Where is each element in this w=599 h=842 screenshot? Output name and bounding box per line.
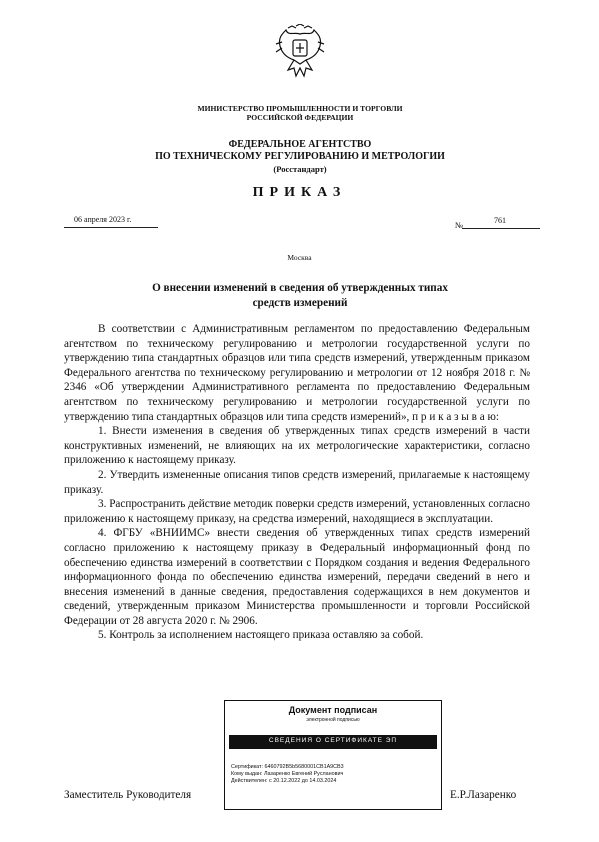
title-line-1: О внесении изменений в сведения об утвержденных типах (152, 282, 448, 294)
stamp-validity: Действителен: с 20.12.2022 до 14.03.2024 (231, 778, 337, 784)
date-underline (64, 227, 158, 228)
stamp-bar-text: СВЕДЕНИЯ О СЕРТИФИКАТЕ ЭП (268, 737, 398, 744)
ministry-name (150, 104, 450, 122)
paragraph-item-3: 3. Распространить действие методик поверки средств измерений, установленных согласно приложению к настоящему приказу, на средства измерений, находящиеся в эксплуатации. (64, 498, 530, 525)
order-body (64, 322, 530, 643)
order-date: 06 апреля 2023 г. (74, 215, 132, 224)
stamp-heading: Документ подписан (288, 705, 378, 715)
paragraph-preamble: В соответствии с Административным регламентом по предоставлению Федеральным агентством по техническому регулированию и метрологии государственной услуги по утверждению типа стандартных образцов или типа средств измерений, утвержденным приказом Федерального агентства по техническому регулированию и метрологии от 12 ноября 2018 г. № 2346 «Об утверждении Административного регламента по предоставлению Федеральным агентством по техническому регулированию и метрологии государственной услуги по утверждению типа стандартных образцов или типа средств измерений», п р и к а з ы в а ю: (64, 323, 530, 423)
signer-name: Е.Р.Лазаренко (450, 789, 517, 801)
ministry-line-1: МИНИСТЕРСТВО ПРОМЫШЛЕННОСТИ И ТОРГОВЛИ (197, 104, 403, 113)
title-line-2: средств измерений (252, 297, 348, 309)
agency-short-name: (Росстандарт) (273, 164, 327, 174)
paragraph-item-2: 2. Утвердить измененные описания типов средств измерений, прилагаемые к настоящему приказу. (64, 468, 530, 496)
paragraph-item-1: 1. Внести изменения в сведения об утвержденных типах средств измерений в части конструктивных изменений, не влияющих на их метрологические характеристики, согласно приложению к настоящему приказу. (64, 425, 530, 467)
stamp-note: электронной подписью (306, 717, 360, 723)
paragraph-item-4: 4. ФГБУ «ВНИИМС» внести сведения об утвержденных типах средств измерений согласно приложению к настоящему приказу в Федеральный информационный фонд по обеспечению единства измерений в соответствии с Порядком создания и ведения Федерального информационного фонда по обеспечению единства измерений, передачи сведений в него и внесения изменений в данные сведения, предоставления содержащихся в нем документов и сведений, утвержденным приказом Министерства промышленности и торговли Российской Федерации от 28 августа 2020 г. № 2906. (64, 527, 530, 627)
ministry-line-2: РОССИЙСКОЙ ФЕДЕРАЦИИ (246, 113, 354, 122)
stamp-certificate: Сертификат: 6460792B5b5680001CB1A9CB3 (231, 764, 344, 770)
number-underline (462, 228, 540, 229)
stamp-holder: Кому выдан: Лазаренко Евгений Русланович (231, 771, 344, 777)
order-number: 761 (494, 216, 506, 225)
signer-position: Заместитель Руководителя (64, 789, 192, 801)
order-title (90, 281, 510, 311)
document-type: ПРИКАЗ (252, 185, 347, 200)
city: Москва (287, 253, 312, 262)
electronic-signature-stamp (224, 700, 442, 810)
stamp-cert-details (231, 764, 437, 785)
agency-line-2: ПО ТЕХНИЧЕСКОМУ РЕГУЛИРОВАНИЮ И МЕТРОЛОГИИ (155, 151, 445, 162)
russian-coat-of-arms-icon (274, 24, 326, 84)
number-sign: № (455, 220, 464, 230)
paragraph-item-5: 5. Контроль за исполнением настоящего приказа оставляю за собой. (98, 629, 424, 642)
agency-line-1: ФЕДЕРАЛЬНОЕ АГЕНТСТВО (228, 139, 372, 150)
agency-name (110, 139, 490, 175)
